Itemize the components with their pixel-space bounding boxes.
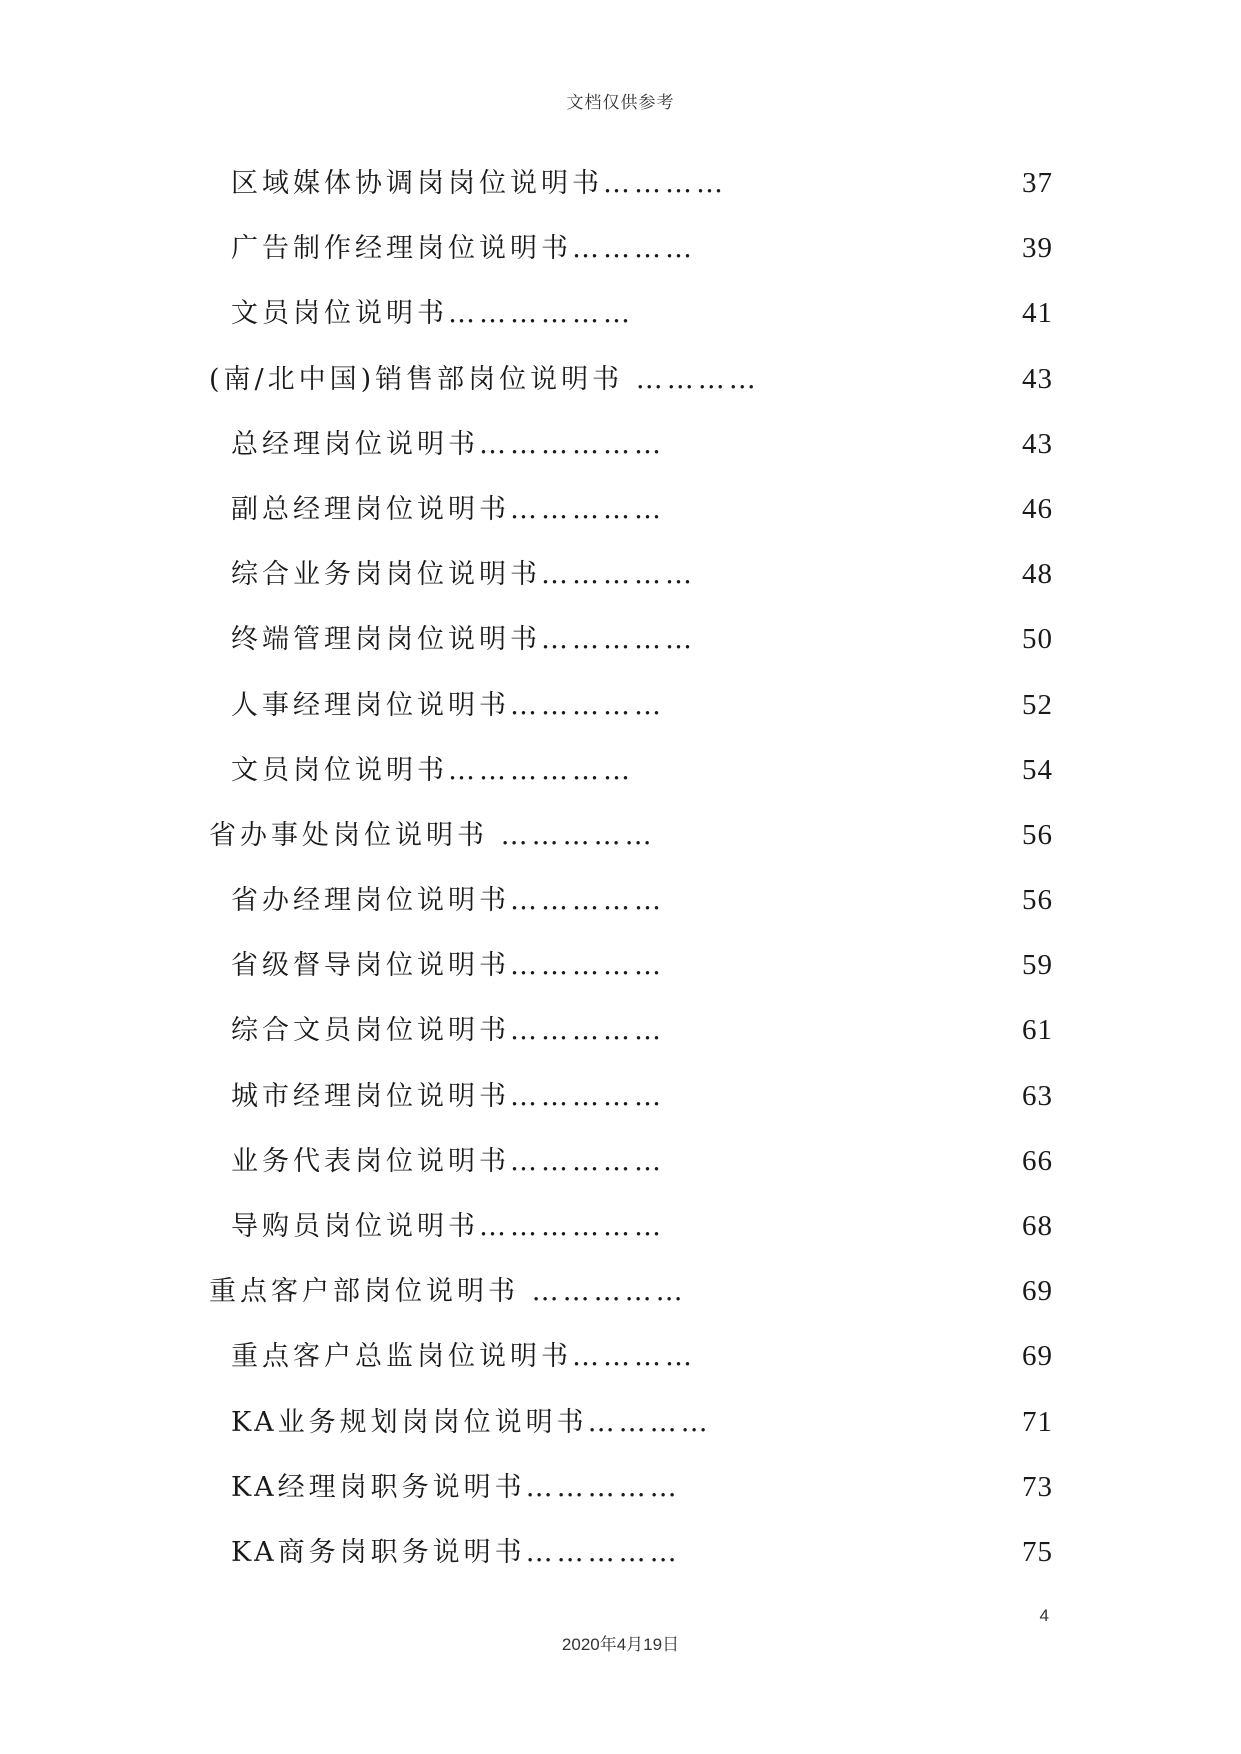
- toc-entry-page-number: 52: [1022, 688, 1053, 721]
- toc-entry-title: 文员岗位说明书………………: [231, 298, 634, 330]
- toc-entry: [0, 1455, 1241, 1520]
- toc-entry: [0, 1520, 1241, 1585]
- toc-entry-page-number: 54: [1022, 753, 1053, 786]
- toc-entry-page-number: 66: [1022, 1144, 1053, 1177]
- toc-entry: [0, 216, 1241, 281]
- toc-entry-page-number: 59: [1022, 949, 1053, 982]
- toc-entry-page-number: 56: [1022, 818, 1053, 851]
- toc-entry: [0, 673, 1241, 738]
- toc-entry-page-number: 71: [1022, 1405, 1053, 1438]
- toc-entry-title: 综合业务岗岗位说明书……………: [231, 559, 696, 591]
- toc-section-entry: [0, 803, 1241, 868]
- toc-entry-title: 综合文员岗位说明书……………: [231, 1015, 665, 1047]
- toc-entry-page-number: 69: [1022, 1275, 1053, 1308]
- toc-entry-page-number: 46: [1022, 492, 1053, 525]
- table-of-contents: [0, 151, 1241, 1585]
- toc-entry-title: KA业务规划岗岗位说明书…………: [231, 1406, 712, 1438]
- toc-entry-title: 省级督导岗位说明书……………: [231, 950, 665, 982]
- toc-entry-page-number: 39: [1022, 232, 1053, 265]
- toc-entry-page-number: 37: [1022, 167, 1053, 199]
- toc-entry-title: 省办事处岗位说明书 ……………: [209, 819, 656, 851]
- toc-entry-page-number: 63: [1022, 1079, 1053, 1112]
- toc-entry-page-number: 48: [1022, 558, 1053, 591]
- toc-entry-page-number: 69: [1022, 1340, 1053, 1373]
- toc-entry: [0, 1064, 1241, 1129]
- toc-entry-page-number: 50: [1022, 623, 1053, 656]
- toc-entry-title: 省办经理岗位说明书……………: [231, 885, 665, 917]
- toc-entry: [0, 1390, 1241, 1455]
- toc-entry-title: 副总经理岗位说明书……………: [231, 493, 665, 525]
- toc-entry-title: 业务代表岗位说明书……………: [231, 1145, 665, 1177]
- toc-entry: [0, 738, 1241, 803]
- toc-entry-title: 重点客户部岗位说明书 ……………: [209, 1276, 687, 1308]
- toc-entry-page-number: 41: [1022, 297, 1053, 330]
- toc-entry-page-number: 43: [1022, 362, 1053, 395]
- toc-entry-title: 城市经理岗位说明书……………: [231, 1080, 665, 1112]
- toc-entry-page-number: 73: [1022, 1470, 1053, 1503]
- toc-section-entry: [0, 1259, 1241, 1324]
- toc-entry: [0, 1129, 1241, 1194]
- toc-entry: [0, 542, 1241, 607]
- toc-entry: [0, 868, 1241, 933]
- toc-entry: [0, 1194, 1241, 1259]
- toc-entry-title: 重点客户总监岗位说明书…………: [231, 1341, 696, 1373]
- toc-entry: [0, 412, 1241, 477]
- toc-entry-title: (南/北中国)销售部岗位说明书 …………: [209, 363, 760, 395]
- toc-entry: [0, 933, 1241, 998]
- toc-entry-title: 广告制作经理岗位说明书…………: [231, 233, 696, 265]
- page-footer-date: 2020年4月19日: [561, 1635, 680, 1654]
- toc-entry-title: 导购员岗位说明书………………: [231, 1211, 665, 1242]
- toc-entry-page-number: 56: [1022, 884, 1053, 917]
- toc-entry: [0, 151, 1241, 216]
- toc-entry-title: 终端管理岗岗位说明书……………: [231, 624, 696, 656]
- toc-entry: [0, 607, 1241, 672]
- toc-entry-title: 区域媒体协调岗岗位说明书…………: [231, 168, 727, 199]
- toc-entry-title: 文员岗位说明书………………: [231, 754, 634, 786]
- toc-entry-title: 人事经理岗位说明书……………: [231, 689, 665, 721]
- toc-entry: [0, 1324, 1241, 1389]
- toc-entry: [0, 477, 1241, 542]
- toc-entry-page-number: 68: [1022, 1210, 1053, 1242]
- toc-entry-page-number: 75: [1022, 1535, 1053, 1568]
- toc-entry-title: KA商务岗职务说明书……………: [231, 1536, 681, 1568]
- toc-entry-title: KA经理岗职务说明书……………: [231, 1471, 681, 1503]
- toc-entry-page-number: 61: [1022, 1014, 1053, 1047]
- toc-entry: [0, 998, 1241, 1063]
- page-number: 4: [1039, 1606, 1049, 1625]
- toc-entry: [0, 281, 1241, 346]
- toc-entry-page-number: 43: [1022, 427, 1053, 460]
- toc-entry-title: 总经理岗位说明书………………: [231, 428, 665, 460]
- page-header: 文档仅供参考: [566, 93, 675, 113]
- toc-section-entry: [0, 347, 1241, 412]
